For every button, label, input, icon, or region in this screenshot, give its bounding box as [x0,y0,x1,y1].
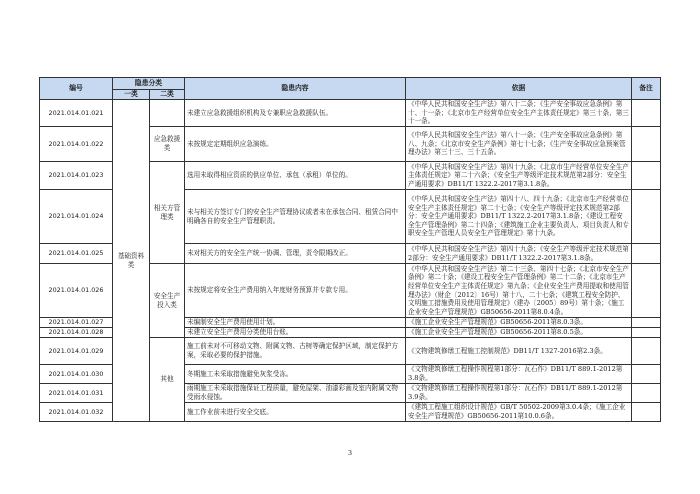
header-cat2: 二类 [150,90,185,100]
row-id: 2021.014.01.029 [40,338,113,365]
row-content: 未建立安全生产费用分类使用台账。 [185,328,406,338]
row-remark [632,403,661,422]
row-basis: 《建筑工程施工组织设计规范》GB/T 50502-2009第3.0.4条；《施工企业安全生产管理规范》GB50656-2011第10.0.6条。 [406,403,632,422]
row-remark [632,264,661,318]
row-content: 施工作业前未进行安全交底。 [185,403,406,422]
row-content: 未按规定定期组织应急演练。 [185,127,406,162]
row-content: 未对相关方的安全生产统一协调、管理，责令限期改正。 [185,244,406,264]
row-content: 未按规定将安全生产费用纳入年度财务预算并专款专用。 [185,264,406,318]
row-content: 未编制安全生产费用使用计划。 [185,318,406,328]
row-basis: 《中华人民共和国安全生产法》第八十二条；《生产安全事故应急条例》第十、十一条；《北京市生产经营单位安全生产主体责任规定》第三十条、第三十一条。 [406,100,632,127]
row-remark [632,318,661,328]
row-id: 2021.014.01.030 [40,365,113,384]
row-content: 选用未取得相应资质的供应单位、承包（承租）单位的。 [185,162,406,190]
header-basis: 依据 [406,78,632,100]
row-remark [632,162,661,190]
row-basis: 《施工企业安全生产管理规范》GB50656-2011第8.0.5条。 [406,328,632,338]
row-basis: 《中华人民共和国安全生产法》第四十八、四十九条；《北京市生产经营单位安全生产主体责任规定》第二十七条；《安全生产等级评定技术规范第2部分：安全生产通用要求》DB11/T 1322.2-2017第3.1.8条；《建设工程安全生产管理条例》第二十四条；《建筑施工企业主要负责人、项目负责人和专职安全生产管理人员安全生产管理规定》第十九条。 [406,190,632,244]
cat2-other: 其他 [150,338,185,422]
cat2-investment: 安全生产投入类 [150,264,185,338]
header-code: 编号 [40,78,113,100]
row-basis: 《中华人民共和国安全生产法》第四十九条；《安全生产等级评定技术规范第2部分：安全生产通用要求》DB11/T 1322.2-2017第3.1.8条。 [406,244,632,264]
cat2-emergency: 应急救援类 [150,127,185,162]
table-row [40,100,661,127]
row-id: 2021.014.01.024 [40,190,113,244]
row-content: 冬期施工未采取措施避免灰浆受冻。 [185,365,406,384]
cat2-related: 相关方管理类 [150,162,185,264]
row-id: 2021.014.01.023 [40,162,113,190]
row-id: 2021.014.01.028 [40,328,113,338]
row-id: 2021.014.01.021 [40,100,113,127]
header-cat1: 一类 [113,90,150,100]
row-remark [632,384,661,403]
row-id: 2021.014.01.031 [40,384,113,403]
row-id: 2021.014.01.026 [40,264,113,318]
header-content: 隐患内容 [185,78,406,100]
row-basis: 《文物建筑修缮工程操作规程第1部分：瓦石作》DB11/T 889.1-2012第3.9条。 [406,384,632,403]
row-basis: 《文物建筑修缮工程施工控制规范》DB11/T 1327-2016第2.3条。 [406,338,632,365]
cat1-cell: 基础资料类 [113,100,150,422]
row-id: 2021.014.01.025 [40,244,113,264]
row-remark [632,328,661,338]
row-remark [632,190,661,244]
row-content: 雨期施工未采取措施保证工程质量，避免屋架、油漆彩画及室内附属文物受雨水侵蚀。 [185,384,406,403]
row-basis: 《中华人民共和国安全生产法》第四十九条；《北京市生产经营单位安全生产主体责任规定》第二十六条；《安全生产等级评定技术规范第2部分：安全生产通用要求》DB11/T 1322.2-2017第3.1.8条。 [406,162,632,190]
row-remark [632,100,661,127]
row-remark [632,338,661,365]
hazard-table [39,77,661,422]
header-category: 隐患分类 [113,78,185,90]
row-id: 2021.014.01.027 [40,318,113,328]
page-number: 3 [348,448,352,457]
row-id: 2021.014.01.032 [40,403,113,422]
row-content: 未建立应急救援组织机构及专兼职应急救援队伍。 [185,100,406,127]
row-content: 施工前未对不可移动文物、附属文物、古树等确定保护区域，制定保护方案，采取必要的保护措施。 [185,338,406,365]
row-remark [632,127,661,162]
row-remark [632,365,661,384]
header-remark: 备注 [632,78,661,100]
row-basis: 《中华人民共和国安全生产法》第八十一条；《生产安全事故应急条例》第八、九条；《北京市安全生产条例》第七十七条；《生产安全事故应急预案管理办法》第三十三、三十五条。 [406,127,632,162]
row-remark [632,244,661,264]
row-basis: 《中华人民共和国安全生产法》第二十三条、第四十七条；《北京市安全生产条例》第二十条；《建设工程安全生产管理条例》第二十二条；《北京市生产经营单位安全生产主体责任规定》第九条；《企业安全生产费用提取和使用管理办法》（财企〔2012〕16号）第十八、二十七条；《建筑工程安全防护、文明施工措施费用及使用管理规定》（建办〔2005〕89号）第十条；《施工企业安全生产管理规范》GB50656-2011第8.0.4条。 [406,264,632,318]
row-content: 未与相关方签订专门的安全生产管理协议或者未在承包合同、租赁合同中明确各自的安全生产管理职责。 [185,190,406,244]
row-basis: 《文物建筑修缮工程操作规程第1部分：瓦石作》DB11/T 889.1-2012第3.8条。 [406,365,632,384]
row-basis: 《施工企业安全生产管理规范》GB50656-2011第8.0.3条。 [406,318,632,328]
row-id: 2021.014.01.022 [40,127,113,162]
cat2-empty [150,100,185,127]
